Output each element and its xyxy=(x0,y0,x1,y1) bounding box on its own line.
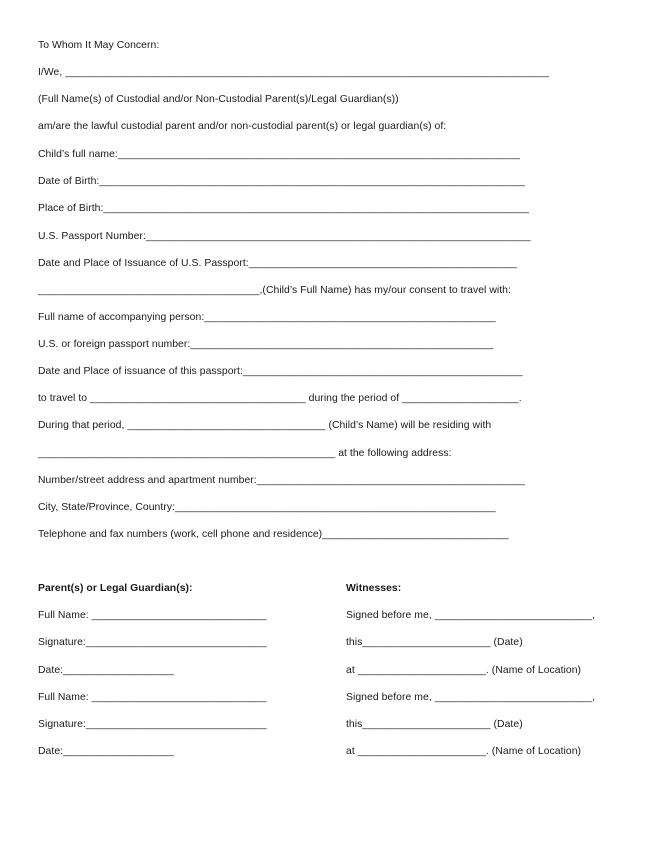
passport-issuance-field: Date and Place of Issuance of U.S. Passport:______________________________________________ xyxy=(38,258,517,269)
witness-1-date: this______________________ (Date) xyxy=(346,637,523,648)
telephone-fax-field: Telephone and fax numbers (work, cell phone and residence)________________________________ xyxy=(38,529,509,540)
travel-destination-period-field: to travel to _____________________________________ during the period of ____________________. xyxy=(38,393,522,404)
lawful-parent-statement: am/are the lawful custodial parent and/or non-custodial parent(s) or legal guardian(s) of: xyxy=(38,121,447,132)
parent-names-field: I/We, ___________________________________________________________________________________ xyxy=(38,67,550,78)
residence-name-field: ___________________________________________________ at the following address: xyxy=(38,448,452,459)
parent-1-signature: Signature:_______________________________ xyxy=(38,637,267,648)
witness-1-signed-before: Signed before me, ___________________________, xyxy=(346,610,596,621)
parent-2-date: Date:___________________ xyxy=(38,746,174,757)
child-full-name-field: Child’s full name:_____________________________________________________________________ xyxy=(38,149,521,160)
parent-2-full-name: Full Name: ______________________________ xyxy=(38,692,267,703)
us-passport-number-field: U.S. Passport Number:__________________________________________________________________ xyxy=(38,231,531,242)
witness-2-signed-before: Signed before me, ___________________________, xyxy=(346,692,596,703)
parent-2-signature: Signature:_______________________________ xyxy=(38,719,267,730)
salutation: To Whom It May Concern: xyxy=(38,40,160,51)
residing-with-field: During that period, __________________________________ (Child’s Name) will be residing with xyxy=(38,420,492,431)
street-address-field: Number/street address and apartment number:______________________________________________ xyxy=(38,475,525,486)
witness-2-location: at ______________________. (Name of Location) xyxy=(346,746,582,757)
companion-passport-issuance-field: Date and Place of issuance of this passport:________________________________________________ xyxy=(38,366,523,377)
witnesses-heading: Witnesses: xyxy=(346,583,402,594)
consent-to-travel-line: ______________________________________,(Child’s Full Name) has my/our consent to travel with: xyxy=(38,285,511,296)
parent-names-caption: (Full Name(s) of Custodial and/or Non-Custodial Parent(s)/Legal Guardian(s)) xyxy=(38,94,399,105)
accompanying-person-field: Full name of accompanying person:__________________________________________________ xyxy=(38,312,496,323)
parent-1-date: Date:___________________ xyxy=(38,665,174,676)
place-of-birth-field: Place of Birth:_________________________________________________________________________ xyxy=(38,203,529,214)
foreign-passport-number-field: U.S. or foreign passport number:____________________________________________________ xyxy=(38,339,494,350)
city-state-country-field: City, State/Province, Country:_______________________________________________________ xyxy=(38,502,496,513)
date-of-birth-field: Date of Birth:_________________________________________________________________________ xyxy=(38,176,525,187)
parent-1-full-name: Full Name: ______________________________ xyxy=(38,610,267,621)
witness-1-location: at ______________________. (Name of Location) xyxy=(346,665,582,676)
witness-2-date: this______________________ (Date) xyxy=(346,719,523,730)
parents-heading: Parent(s) or Legal Guardian(s): xyxy=(38,583,193,594)
